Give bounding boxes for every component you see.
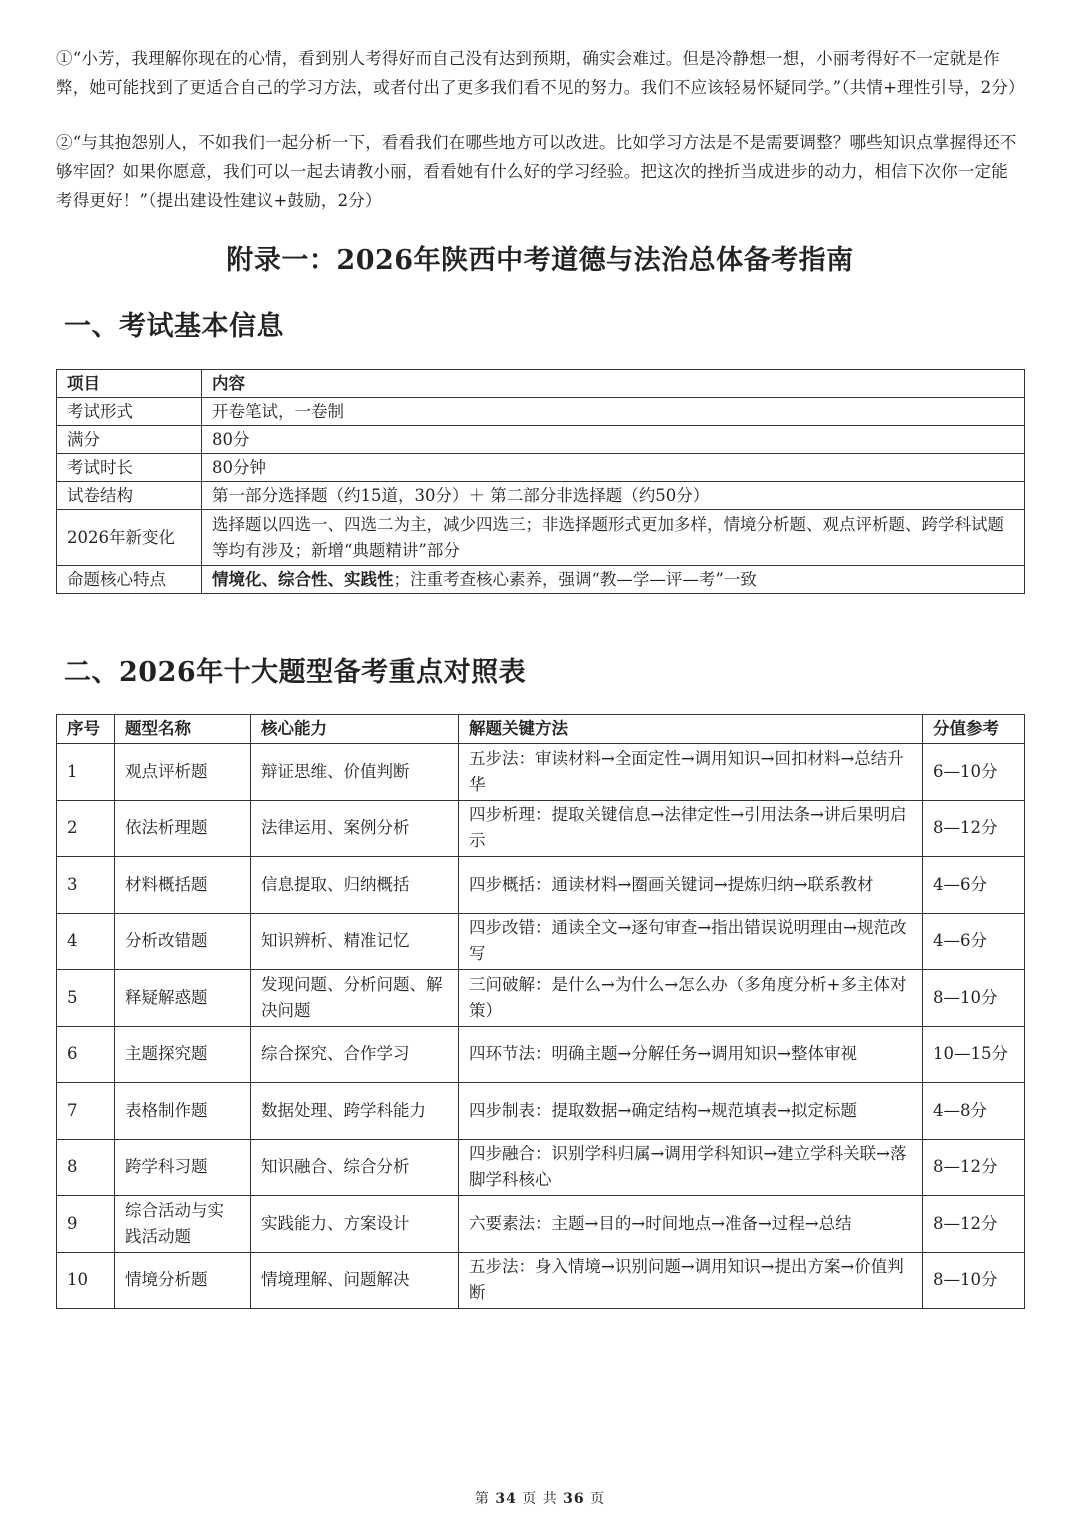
row-ability: 辩证思维、价值判断: [251, 744, 459, 801]
row-method: 四步概括：通读材料→圈画关键词→提炼归纳→联系教材: [459, 857, 923, 914]
row-ability: 实践能力、方案设计: [251, 1196, 459, 1253]
table-header-row: [57, 715, 1025, 744]
row-ability: 知识辨析、精准记忆: [251, 913, 459, 970]
table-row: [57, 913, 1025, 970]
row-item: 考试时长: [57, 454, 202, 482]
row-score: 8—12分: [923, 800, 1025, 857]
row-method: 六要素法：主题→目的→时间地点→准备→过程→总结: [459, 1196, 923, 1253]
row-no: 8: [57, 1139, 115, 1196]
row-method: 五步法：身入情境→识别问题→调用知识→提出方案→价值判断: [459, 1252, 923, 1309]
row-content: [202, 566, 1025, 594]
row-score: 10—15分: [923, 1026, 1025, 1083]
table-row: [57, 970, 1025, 1027]
table-row: [57, 800, 1025, 857]
row-score: 8—12分: [923, 1196, 1025, 1253]
row-no: 2: [57, 800, 115, 857]
question-types-table: [56, 714, 1025, 1309]
row-method: 四环节法：明确主题→分解任务→调用知识→整体审视: [459, 1026, 923, 1083]
table-row: [57, 398, 1025, 426]
header-method: 解题关键方法: [459, 715, 923, 744]
row-ability: 情境理解、问题解决: [251, 1252, 459, 1309]
row-ability: 知识融合、综合分析: [251, 1139, 459, 1196]
answer-paragraph-1: ①“小芳，我理解你现在的心情，看到别人考得好而自己没有达到预期，确实会难过。但是冷静想一想，小丽考得好不一定就是作弊，她可能找到了更适合自己的学习方法，或者付出了更多我们看不见的努力。我们不应该轻易怀疑同学。”（共情+理性引导，2分）: [56, 49, 1025, 97]
header-no: 序号: [57, 715, 115, 744]
footer-total-pages: 36: [563, 1491, 585, 1507]
row-method: 四步制表：提取数据→确定结构→规范填表→拟定标题: [459, 1083, 923, 1140]
row-name: 材料概括题: [115, 857, 251, 914]
row-no: 6: [57, 1026, 115, 1083]
appendix-title: 附录一：2026年陕西中考道德与法治总体备考指南: [226, 245, 854, 276]
row-no: 4: [57, 913, 115, 970]
row-score: 4—6分: [923, 913, 1025, 970]
row-content: 80分: [202, 426, 1025, 454]
row-no: 7: [57, 1083, 115, 1140]
table-row: [57, 1196, 1025, 1253]
table-row: [57, 744, 1025, 801]
row-score: 8—10分: [923, 1252, 1025, 1309]
row-name: 综合活动与实践活动题: [115, 1196, 251, 1253]
header-content: 内容: [202, 370, 1025, 398]
table-row: [57, 857, 1025, 914]
row-score: 6—10分: [923, 744, 1025, 801]
row-name: 分析改错题: [115, 913, 251, 970]
row-method: 四步融合：识别学科归属→调用学科知识→建立学科关联→落脚学科核心: [459, 1139, 923, 1196]
table-row: [57, 566, 1025, 594]
row-item: 考试形式: [57, 398, 202, 426]
row-method: 五步法：审读材料→全面定性→调用知识→回扣材料→总结升华: [459, 744, 923, 801]
table-row: [57, 1139, 1025, 1196]
section-1-title: 一、考试基本信息: [64, 311, 284, 342]
row-score: 4—8分: [923, 1083, 1025, 1140]
table-row: [57, 510, 1025, 566]
answer-paragraph-2: ②“与其抱怨别人，不如我们一起分析一下，看看我们在哪些地方可以改进。比如学习方法是不是需要调整？哪些知识点掌握得还不够牢固？如果你愿意，我们可以一起去请教小丽，看看她有什么好的学习经验。把这次的挫折当成进步的动力，相信下次你一定能考得更好！”（提出建设性建议+鼓励，2分）: [56, 133, 1017, 210]
row-content: 80分钟: [202, 454, 1025, 482]
row-method: 四步析理：提取关键信息→法律定性→引用法条→讲后果明启示: [459, 800, 923, 857]
row-no: 3: [57, 857, 115, 914]
section-2-title: 二、2026年十大题型备考重点对照表: [64, 657, 527, 688]
header-item: 项目: [57, 370, 202, 398]
row-name: 观点评析题: [115, 744, 251, 801]
footer-current-page: 34: [495, 1491, 517, 1507]
content-bold: 情境化、综合性、实践性: [212, 569, 394, 589]
row-name: 情境分析题: [115, 1252, 251, 1309]
row-no: 5: [57, 970, 115, 1027]
table-row: [57, 1026, 1025, 1083]
row-content: 第一部分选择题（约15道，30分）＋ 第二部分非选择题（约50分）: [202, 482, 1025, 510]
row-name: 表格制作题: [115, 1083, 251, 1140]
table-row: [57, 482, 1025, 510]
row-name: 释疑解惑题: [115, 970, 251, 1027]
row-ability: 数据处理、跨学科能力: [251, 1083, 459, 1140]
content-rest: ；注重考查核心素养，强调“教—学—评—考”一致: [393, 569, 757, 589]
row-name: 依法析理题: [115, 800, 251, 857]
row-item: 满分: [57, 426, 202, 454]
row-ability: 综合探究、合作学习: [251, 1026, 459, 1083]
row-name: 跨学科习题: [115, 1139, 251, 1196]
row-ability: 法律运用、案例分析: [251, 800, 459, 857]
footer-prefix: 第: [474, 1491, 490, 1507]
row-method: 四步改错：通读全文→逐句审查→指出错误说明理由→规范改写: [459, 913, 923, 970]
row-ability: 信息提取、归纳概括: [251, 857, 459, 914]
row-item: 试卷结构: [57, 482, 202, 510]
row-ability: 发现问题、分析问题、解决问题: [251, 970, 459, 1027]
row-no: 10: [57, 1252, 115, 1309]
table-row: [57, 1252, 1025, 1309]
table-row: [57, 426, 1025, 454]
page-footer: [0, 1488, 1080, 1508]
row-method: 三问破解：是什么→为什么→怎么办（多角度分析+多主体对策）: [459, 970, 923, 1027]
row-score: 4—6分: [923, 857, 1025, 914]
header-ability: 核心能力: [251, 715, 459, 744]
table-header-row: [57, 370, 1025, 398]
footer-suffix: 页: [590, 1491, 606, 1507]
row-score: 8—12分: [923, 1139, 1025, 1196]
row-content: 选择题以四选一、四选二为主，减少四选三；非选择题形式更加多样，情境分析题、观点评析题、跨学科试题等均有涉及；新增“典题精讲”部分: [202, 510, 1025, 566]
table-row: [57, 1083, 1025, 1140]
footer-middle: 页 共: [522, 1491, 558, 1507]
row-score: 8—10分: [923, 970, 1025, 1027]
row-content: 开卷笔试，一卷制: [202, 398, 1025, 426]
exam-info-table: [56, 369, 1025, 594]
table-row: [57, 454, 1025, 482]
row-name: 主题探究题: [115, 1026, 251, 1083]
row-item: 2026年新变化: [57, 510, 202, 566]
row-no: 9: [57, 1196, 115, 1253]
row-item: 命题核心特点: [57, 566, 202, 594]
header-score: 分值参考: [923, 715, 1025, 744]
row-no: 1: [57, 744, 115, 801]
header-name: 题型名称: [115, 715, 251, 744]
